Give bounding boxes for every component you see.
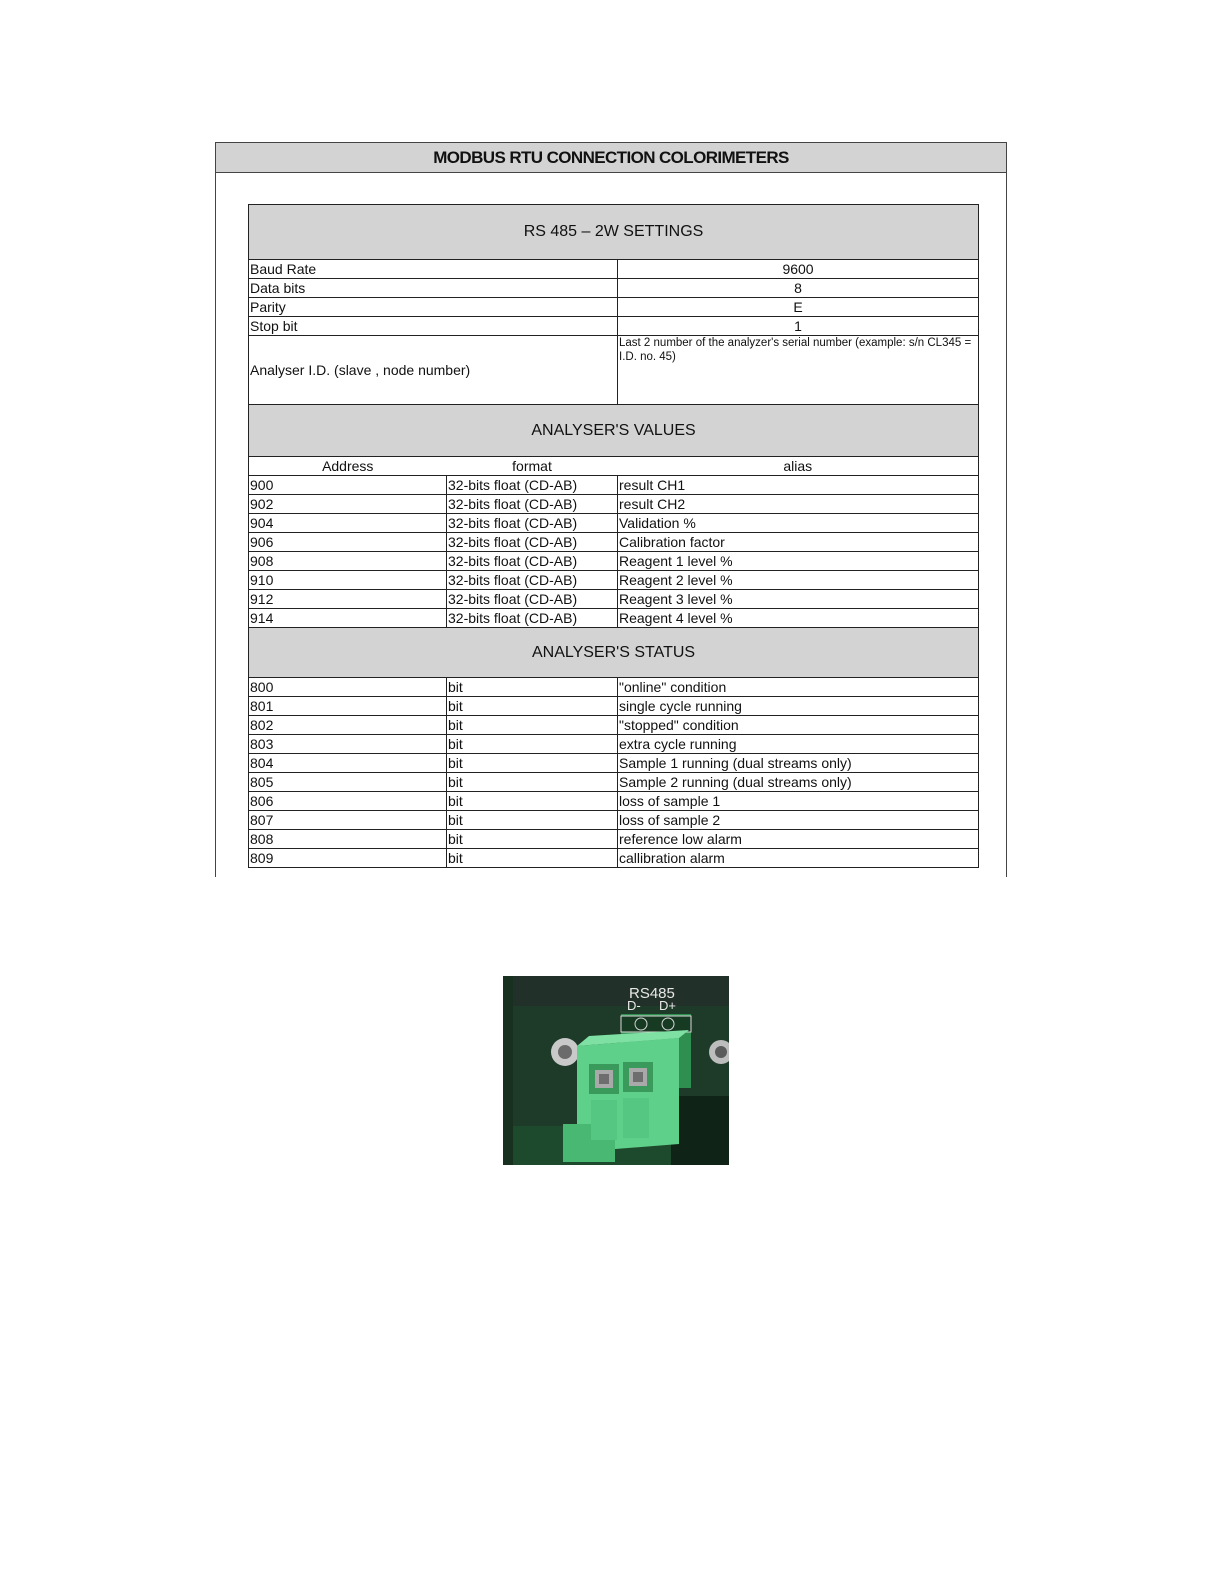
rs485-connector-photo <box>503 976 729 1165</box>
table-row <box>249 849 979 868</box>
photo-label-rs485: RS485 <box>629 985 675 1002</box>
values-column-headers <box>249 457 979 476</box>
address-cell: 806 <box>249 792 447 811</box>
settings-row <box>249 260 979 279</box>
address-cell: 803 <box>249 735 447 754</box>
analyser-id-note: Last 2 number of the analyzer's serial number (example: s/n CL345 = I.D. no. 45) <box>618 336 979 405</box>
alias-cell: Sample 1 running (dual streams only) <box>618 754 979 773</box>
format-cell: 32-bits float (CD-AB) <box>447 571 618 590</box>
format-cell: bit <box>447 849 618 868</box>
alias-cell: Reagent 2 level % <box>618 571 979 590</box>
format-cell: bit <box>447 830 618 849</box>
alias-cell: Reagent 3 level % <box>618 590 979 609</box>
format-cell: 32-bits float (CD-AB) <box>447 590 618 609</box>
address-cell: 801 <box>249 697 447 716</box>
alias-cell: "online" condition <box>618 678 979 697</box>
table-row <box>249 476 979 495</box>
address-cell: 914 <box>249 609 447 628</box>
address-cell: 908 <box>249 552 447 571</box>
alias-cell: loss of sample 1 <box>618 792 979 811</box>
format-cell: 32-bits float (CD-AB) <box>447 476 618 495</box>
format-cell: bit <box>447 697 618 716</box>
format-cell: bit <box>447 811 618 830</box>
format-cell: 32-bits float (CD-AB) <box>447 552 618 571</box>
alias-cell: Sample 2 running (dual streams only) <box>618 773 979 792</box>
table-row <box>249 773 979 792</box>
alias-cell: callibration alarm <box>618 849 979 868</box>
table-row <box>249 533 979 552</box>
address-cell: 906 <box>249 533 447 552</box>
alias-cell: Calibration factor <box>618 533 979 552</box>
alias-cell: reference low alarm <box>618 830 979 849</box>
table-row <box>249 590 979 609</box>
table-row <box>249 678 979 697</box>
document-title: MODBUS RTU CONNECTION COLORIMETERS <box>216 143 1006 173</box>
format-cell: bit <box>447 792 618 811</box>
table-row <box>249 514 979 533</box>
format-cell: bit <box>447 678 618 697</box>
table-row <box>249 571 979 590</box>
settings-row <box>249 279 979 298</box>
format-cell: bit <box>447 735 618 754</box>
format-cell: bit <box>447 754 618 773</box>
setting-label: Stop bit <box>249 317 618 336</box>
column-header-alias: alias <box>618 457 979 476</box>
alias-cell: Validation % <box>618 514 979 533</box>
table-row <box>249 830 979 849</box>
address-cell: 910 <box>249 571 447 590</box>
alias-cell: Reagent 4 level % <box>618 609 979 628</box>
setting-value: 1 <box>618 317 979 336</box>
table-row <box>249 609 979 628</box>
analyser-id-row <box>249 336 979 405</box>
setting-label: Parity <box>249 298 618 317</box>
setting-value: 8 <box>618 279 979 298</box>
setting-value: 9600 <box>618 260 979 279</box>
alias-cell: extra cycle running <box>618 735 979 754</box>
analyser-id-label: Analyser I.D. (slave , node number) <box>249 336 618 405</box>
modbus-table <box>248 204 979 868</box>
address-cell: 802 <box>249 716 447 735</box>
address-cell: 900 <box>249 476 447 495</box>
address-cell: 800 <box>249 678 447 697</box>
alias-cell: "stopped" condition <box>618 716 979 735</box>
column-header-format: format <box>447 457 618 476</box>
settings-row <box>249 317 979 336</box>
table-row <box>249 754 979 773</box>
address-cell: 808 <box>249 830 447 849</box>
status-heading: ANALYSER'S STATUS <box>249 628 979 678</box>
table-row <box>249 716 979 735</box>
table-row <box>249 792 979 811</box>
table-row <box>249 495 979 514</box>
format-cell: 32-bits float (CD-AB) <box>447 514 618 533</box>
format-cell: 32-bits float (CD-AB) <box>447 533 618 552</box>
setting-label: Baud Rate <box>249 260 618 279</box>
setting-value: E <box>618 298 979 317</box>
format-cell: bit <box>447 716 618 735</box>
address-cell: 804 <box>249 754 447 773</box>
table-row <box>249 697 979 716</box>
photo-label-dminus: D- <box>627 998 641 1013</box>
setting-label: Data bits <box>249 279 618 298</box>
alias-cell: Reagent 1 level % <box>618 552 979 571</box>
values-heading: ANALYSER'S VALUES <box>249 405 979 457</box>
address-cell: 902 <box>249 495 447 514</box>
settings-heading: RS 485 – 2W SETTINGS <box>249 205 979 260</box>
table-row <box>249 811 979 830</box>
format-cell: bit <box>447 773 618 792</box>
address-cell: 807 <box>249 811 447 830</box>
format-cell: 32-bits float (CD-AB) <box>447 495 618 514</box>
alias-cell: loss of sample 2 <box>618 811 979 830</box>
address-cell: 912 <box>249 590 447 609</box>
settings-row <box>249 298 979 317</box>
alias-cell: result CH2 <box>618 495 979 514</box>
photo-label-dplus: D+ <box>659 998 676 1013</box>
alias-cell: result CH1 <box>618 476 979 495</box>
address-cell: 904 <box>249 514 447 533</box>
table-row <box>249 735 979 754</box>
address-cell: 805 <box>249 773 447 792</box>
column-header-address: Address <box>249 457 447 476</box>
table-row <box>249 552 979 571</box>
address-cell: 809 <box>249 849 447 868</box>
format-cell: 32-bits float (CD-AB) <box>447 609 618 628</box>
alias-cell: single cycle running <box>618 697 979 716</box>
